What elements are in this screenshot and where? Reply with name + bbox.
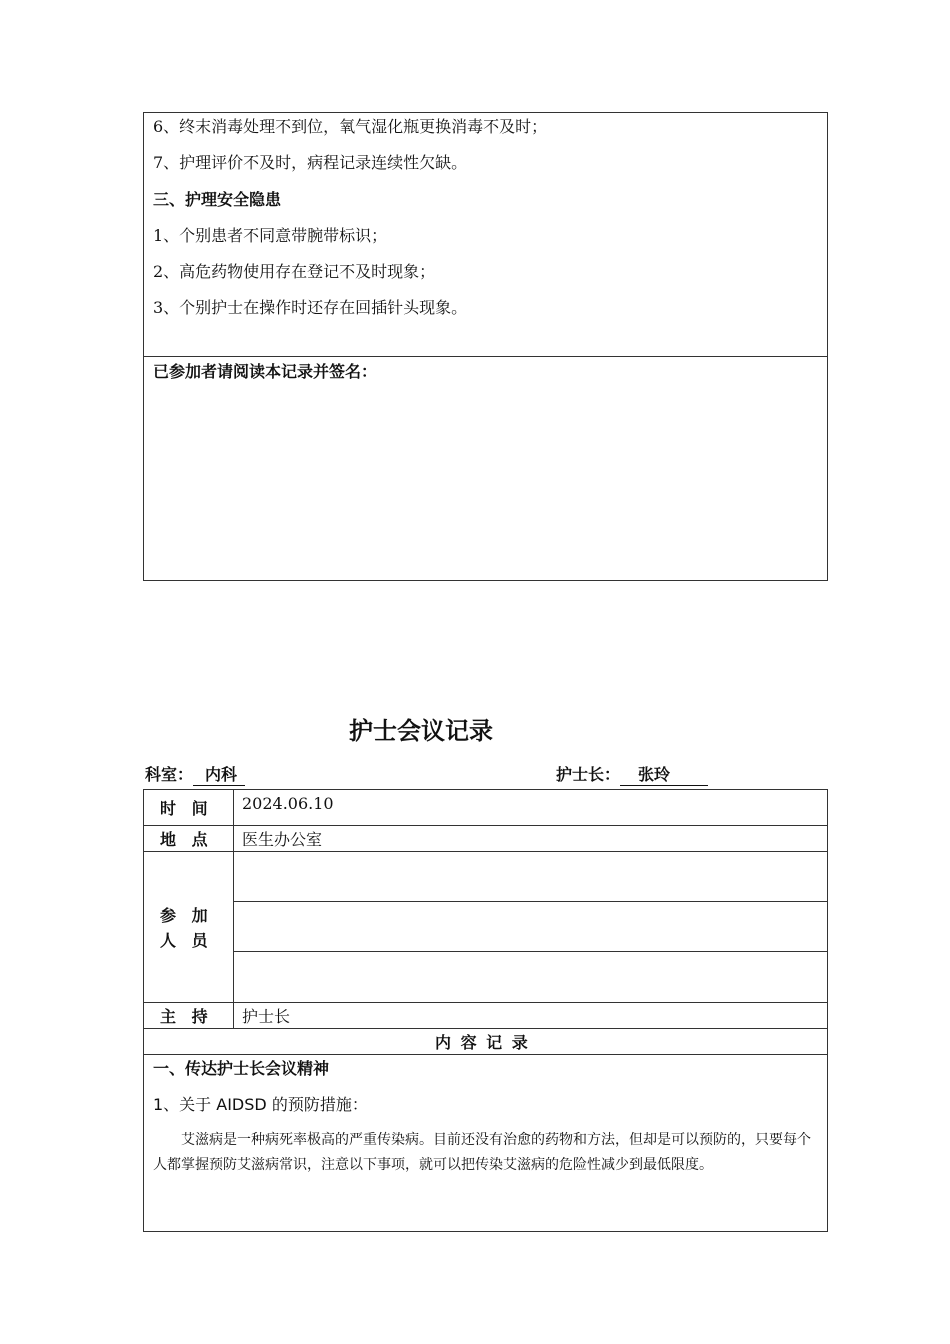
attendees-label-2: 人 员 bbox=[160, 931, 208, 950]
top-line-6: 6、终末消毒处理不到位，氧气湿化瓶更换消毒不及时； bbox=[153, 117, 548, 136]
content-paragraph: 艾滋病是一种病死率极高的严重传染病。目前还没有治愈的药物和方法，但却是可以预防的，只要每个人都掌握预防艾滋病常识，注意以下事项，就可以把传染艾滋病的危险性减少到最低限度。 bbox=[153, 1132, 811, 1173]
host-label: 主 持 bbox=[160, 1007, 208, 1026]
host-value: 护士长 bbox=[242, 1007, 291, 1026]
dept-value: 内科 bbox=[193, 765, 245, 786]
safety-item-1: 1、个别患者不同意带腕带标识； bbox=[153, 226, 388, 245]
safety-item-3: 3、个别护士在操作时还存在回插针头现象。 bbox=[153, 298, 468, 317]
dept-line bbox=[145, 765, 245, 786]
time-label: 时 间 bbox=[160, 799, 208, 818]
attendee-divider-2 bbox=[233, 951, 828, 952]
top-line-7: 7、护理评价不及时，病程记录连续性欠缺。 bbox=[153, 153, 468, 172]
place-value: 医生办公室 bbox=[242, 830, 323, 849]
attendee-divider-1 bbox=[233, 901, 828, 902]
safety-heading: 三、护理安全隐患 bbox=[153, 190, 282, 209]
top-content-box bbox=[143, 112, 828, 581]
row-divider-host bbox=[143, 1028, 828, 1029]
dept-label: 科室： bbox=[145, 765, 194, 784]
time-value: 2024.06.10 bbox=[242, 794, 334, 813]
head-nurse-value: 张玲 bbox=[620, 765, 708, 786]
record-title: 护士会议记录 bbox=[349, 717, 493, 745]
place-label: 地 点 bbox=[160, 830, 208, 849]
row-divider-time bbox=[143, 825, 828, 826]
top-divider bbox=[143, 356, 828, 357]
head-nurse-label: 护士长： bbox=[556, 765, 621, 784]
row-divider-content-header bbox=[143, 1054, 828, 1055]
content-header: 内 容 记 录 bbox=[435, 1033, 528, 1052]
row-divider-attendees bbox=[143, 1002, 828, 1003]
attendees-label-1: 参 加 bbox=[160, 906, 208, 925]
row-divider-place bbox=[143, 851, 828, 852]
content-heading: 一、传达护士长会议精神 bbox=[153, 1059, 330, 1078]
head-nurse-line bbox=[556, 765, 708, 786]
safety-item-2: 2、高危药物使用存在登记不及时现象； bbox=[153, 262, 436, 281]
content-item-1: 1、关于 AIDSD 的预防措施： bbox=[153, 1095, 368, 1114]
signature-prompt: 已参加者请阅读本记录并签名： bbox=[153, 362, 378, 381]
